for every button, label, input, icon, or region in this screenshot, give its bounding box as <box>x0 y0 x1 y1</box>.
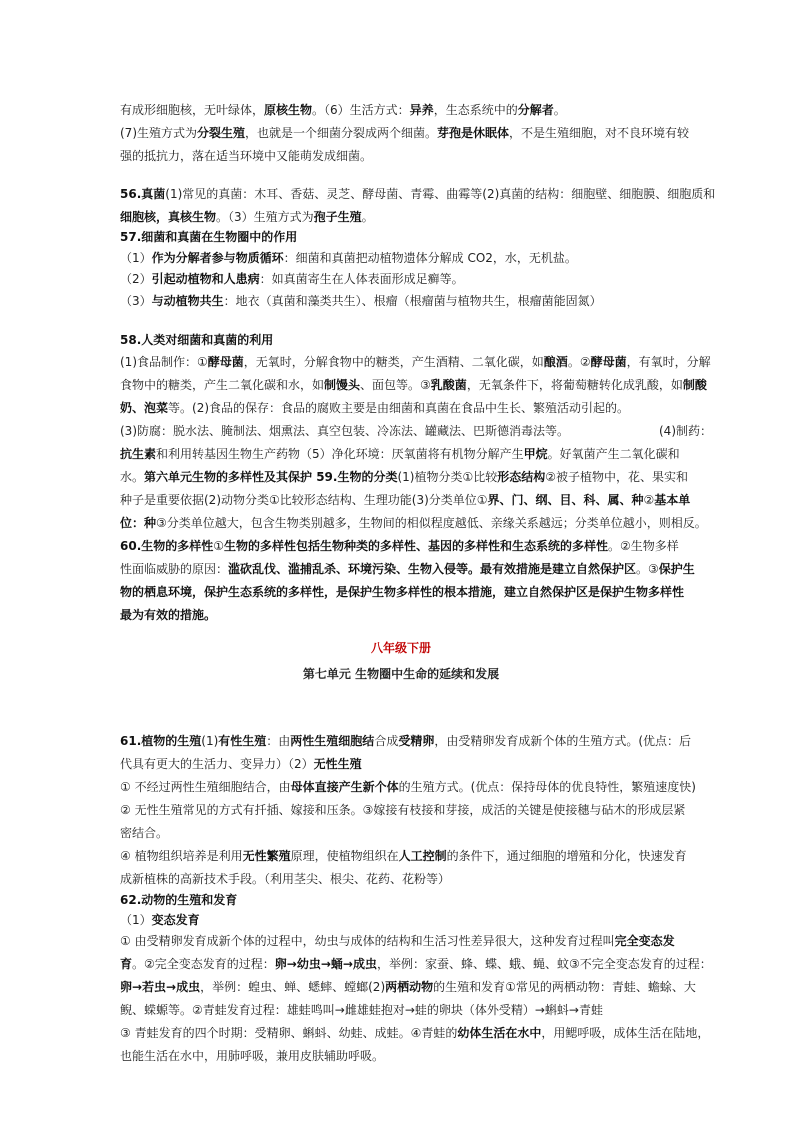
text-line: 位：种③分类单位越大，包含生物类别越多，生物间的相似程度越低、亲缘关系越远；分类单位越小，则相反。 <box>120 516 707 530</box>
text-line: 食物中的糖类，产生二氧化碳和水，如制馒头、面包等。③乳酸菌，无氧条件下，将葡萄糖转化成乳酸，如制酸 <box>120 378 707 392</box>
text-line: 物的栖息环境，保护生态系统的多样性，是保护生物多样性的根本措施，建立自然保护区是保护生物多样性 <box>120 585 685 599</box>
text-line: 成新植株的高新技术手段。（利用茎尖、根尖、花药、花粉等） <box>120 872 451 886</box>
text-line: 强的抵抗力，落在适当环境中又能萌发成细菌。 <box>120 149 373 163</box>
text-line: 抗生素和利用转基因生物生产药物（5）净化环境：厌氧菌将有机物分解产生甲烷。好氧菌产生二氧化碳和 <box>120 447 680 461</box>
text-line: ③ 青蛙发育的四个时期：受精卵、蝌蚪、幼蛙、成蛙。④青蛙的幼体生活在水中，用鳃呼吸，成体生活在陆地， <box>120 1026 710 1040</box>
text-line: 鲵、蝾螈等。②青蛙发育过程：雄蛙鸣叫→雌雄蛙抱对→蛙的卵块（体外受精）→蝌蚪→青蛙 <box>120 1003 603 1017</box>
text-line: (7)生殖方式为分裂生殖，也就是一个细菌分裂成两个细菌。芽孢是休眠体，不是生殖细胞，对不良环境有较 <box>120 126 690 140</box>
text-line: 60.生物的多样性①生物的多样性包括生物种类的多样性、基因的多样性和生态系统的多样性。②生物多样 <box>120 539 679 553</box>
text-line: 卵→若虫→成虫，举例：蝗虫、蝉、蟋蟀、螳螂(2)两栖动物的生殖和发育①常见的两栖动物：青蛙、蟾蜍、大 <box>120 980 696 994</box>
text-line: 62.动物的生殖和发育 <box>120 893 238 907</box>
text-line: 最为有效的措施。 <box>120 608 217 622</box>
text-line: 奶、泡菜等。(2)食品的保存：食品的腐败主要是由细菌和真菌在食品中生长、繁殖活动引起的。 <box>120 401 630 415</box>
grade-heading: 八年级下册 <box>370 641 431 655</box>
text-line: （3）与动植物共生：地衣（真菌和藻类共生）、根瘤（根瘤菌与植物共生，根瘤菌能固氮） <box>120 294 602 308</box>
text-line: 代具有更大的生活力、变异力）（2）无性生殖 <box>120 757 362 771</box>
text-line: ① 不经过两性生殖细胞结合，由母体直接产生新个体的生殖方式。(优点：保持母体的优良特性，繁殖速度快) <box>120 780 696 794</box>
text-line: 密结合。 <box>120 826 169 840</box>
text-line: （2）引起动植物和人患病：如真菌寄生在人体表面形成足癣等。 <box>120 272 464 286</box>
text-line: ② 无性生殖常见的方式有扦插、嫁接和压条。③嫁接有枝接和芽接，成活的关键是使接穗与砧木的形成层紧 <box>120 803 686 817</box>
text-line: 水。第六单元生物的多样性及其保护 59.生物的分类(1)植物分类①比较形态结构②被子植物中，花、果实和 <box>120 470 688 484</box>
text-line: (1)食品制作：①酵母菌，无氧时，分解食物中的糖类，产生酒精、二氧化碳，如酿酒。②酵母菌，有氧时，分解 <box>120 355 711 369</box>
text-line: 57.细菌和真菌在生物圈中的作用 <box>120 230 298 244</box>
text-line: ① 由受精卵发育成新个体的过程中，幼虫与成体的结构和生活习性差异很大，这种发育过程叫完全变态发 <box>120 934 675 948</box>
text-line: ④ 植物组织培养是利用无性繁殖原理，使植物组织在人工控制的条件下，通过细胞的增殖和分化，快速发育 <box>120 849 687 863</box>
text-line: 有成形细胞核，无叶绿体，原核生物。（6）生活方式：异养，生态系统中的分解者。 <box>120 103 566 117</box>
text-line: （1）作为分解者参与物质循环：细菌和真菌把动植物遗体分解成 CO2，水，无机盐。 <box>120 251 577 265</box>
text-line: 56.真菌(1)常见的真菌：木耳、香菇、灵芝、酵母菌、青霉、曲霉等(2)真菌的结构：细胞壁、细胞膜、细胞质和 <box>120 187 716 201</box>
text-line: 性面临威胁的原因：滥砍乱伐、滥捕乱杀、环境污染、生物入侵等。最有效措施是建立自然保护区。③保护生 <box>120 562 695 576</box>
text-line: （1）变态发育 <box>120 913 200 927</box>
text-line: 种子是重要依据(2)动物分类①比较形态结构、生理功能(3)分类单位①界、门、纲、目、科、属、种②基本单 <box>120 493 691 507</box>
text-line: 也能生活在水中，用肺呼吸，兼用皮肤辅助呼吸。 <box>120 1049 385 1063</box>
text-line: 61.植物的生殖(1)有性生殖：由两性生殖细胞结合成受精卵，由受精卵发育成新个体的生殖方式。(优点：后 <box>120 734 692 748</box>
text-line: 细胞核，真核生物。（3）生殖方式为孢子生殖。 <box>120 210 374 224</box>
text-line: (3)防腐：脱水法、腌制法、烟熏法、真空包装、冷冻法、罐藏法、巴斯德消毒法等。 (4)制药： <box>120 424 713 438</box>
unit-heading: 第七单元 生物圈中生命的延续和发展 <box>302 667 500 681</box>
text-line: 58.人类对细菌和真菌的利用 <box>120 333 274 347</box>
text-line: 育。②完全变态发育的过程：卵→幼虫→蛹→成虫，举例：家蚕、蜂、蝶、蛾、蝇、蚊③不完全变态发育的过程： <box>120 957 712 971</box>
